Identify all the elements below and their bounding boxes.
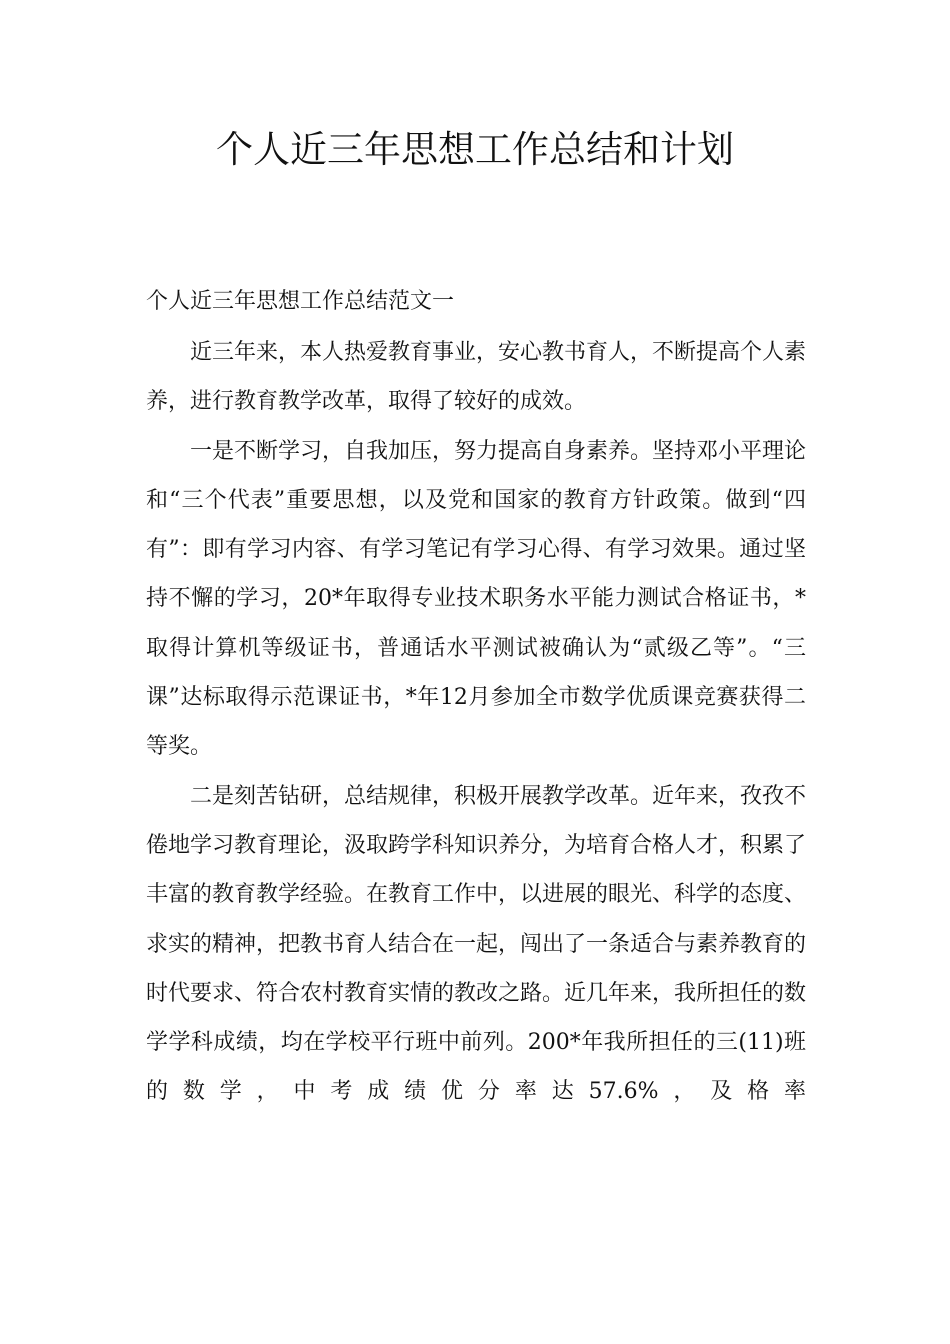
paragraph-teaching-reform: 二是刻苦钻研，总结规律，积极开展教学改革。近年来，孜孜不倦地学习教育理论，汲取跨学科知识养分，为培育合格人才，积累了丰富的教育教学经验。在教育工作中，以进展的眼光、科学的态度、求实的精神，把教书育人结合在一起，闯出了一条适合与素养教育的时代要求、符合农村教育实情的教改之路。近几年来，我所担任的数学学科成绩，均在学校平行班中前列。200*年我所担任的三(11)班的数学，中考成绩优分率达57.6%，及格率: [146, 783, 807, 1105]
document-title: 个人近三年思想工作总结和计划: [216, 128, 734, 171]
paragraph-intro: 近三年来，本人热爱教育事业，安心教书育人，不断提高个人素养，进行教育教学改革，取得了较好的成效。: [146, 340, 807, 415]
paragraph-study: 一是不断学习，自我加压，努力提高自身素养。坚持邓小平理论和“三个代表”重要思想，以及党和国家的教育方针政策。做到“四有”：即有学习内容、有学习笔记有学习心得、有学习效果。通过坚持不懈的学习，20*年取得专业技术职务水平能力测试合格证书，*取得计算机等级证书，普通话水平测试被确认为“贰级乙等”。“三课”达标取得示范课证书，*年12月参加全市数学优质课竞赛获得二等奖。: [146, 438, 807, 760]
document-body: [146, 328, 806, 1117]
section-heading: 个人近三年思想工作总结范文一: [146, 289, 455, 314]
